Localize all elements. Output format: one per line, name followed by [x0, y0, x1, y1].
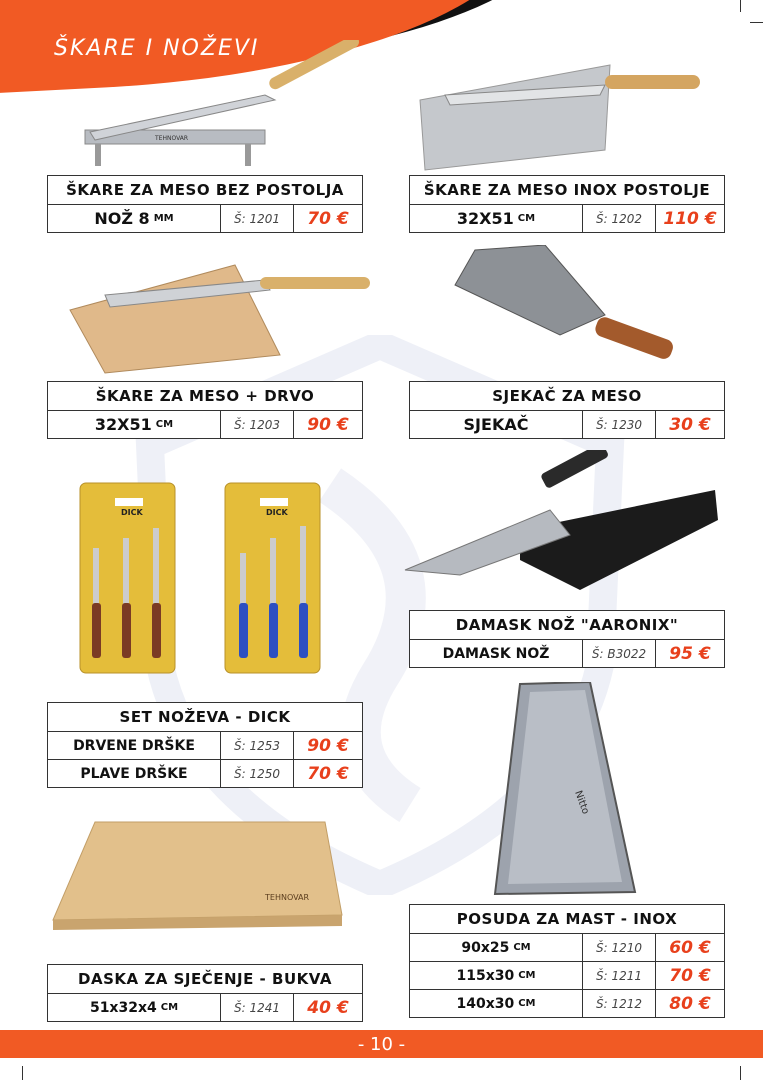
product-price: 30 €	[669, 414, 711, 435]
product-code: Š: 1202	[583, 205, 656, 232]
product-row	[410, 410, 724, 438]
product-price: 80 €	[669, 993, 711, 1014]
product-image-knife-sets	[75, 478, 335, 678]
product-image-cleaver	[450, 245, 680, 370]
product-price: 60 €	[669, 937, 711, 958]
product-price: 90 €	[307, 735, 349, 756]
brand-label: TEHNOVAR	[265, 893, 310, 902]
product-size: 32X51 CM	[48, 411, 221, 438]
product-code: Š: 1230	[583, 411, 656, 438]
product-code: Š: 1253	[221, 732, 294, 759]
product-title: DASKA ZA SJEČENJE - BUKVA	[78, 970, 332, 988]
product-row	[48, 993, 362, 1021]
product-price: 70 €	[307, 208, 349, 229]
product-image-cutting-board	[50, 820, 350, 930]
product-size: 140x30 CM	[410, 990, 583, 1017]
crop-mark	[740, 1066, 741, 1080]
product-table-slicer-inox	[409, 175, 725, 233]
brand-label: TEHNOVAR	[155, 135, 189, 142]
product-row	[410, 639, 724, 667]
crop-mark	[740, 0, 741, 12]
product-table-knife-set	[47, 702, 363, 788]
product-code: Š: 1212	[583, 990, 656, 1017]
product-row	[48, 410, 362, 438]
product-image-slicer-inox	[415, 55, 715, 175]
product-size: 32X51 CM	[410, 205, 583, 232]
product-price: 110 €	[663, 208, 717, 229]
product-table-cutting-board	[47, 964, 363, 1022]
product-price: 70 €	[669, 965, 711, 986]
product-row	[410, 933, 724, 961]
product-title: POSUDA ZA MAST - INOX	[456, 910, 678, 928]
crop-mark	[750, 22, 763, 23]
product-title: SET NOŽEVA - DICK	[119, 708, 291, 726]
product-row	[410, 961, 724, 989]
product-price: 40 €	[307, 997, 349, 1018]
product-image-damask-knife	[400, 450, 720, 605]
product-code: Š: 1241	[221, 994, 294, 1021]
product-size: SJEKAČ	[410, 411, 583, 438]
product-row	[48, 204, 362, 232]
product-size: 90x25 CM	[410, 934, 583, 961]
product-title: ŠKARE ZA MESO + DRVO	[95, 387, 315, 405]
product-image-slicer	[75, 40, 375, 170]
product-price: 95 €	[669, 643, 711, 664]
product-variant: DRVENE DRŠKE	[48, 732, 221, 759]
product-image-fat-tray	[490, 682, 640, 900]
product-size: NOŽ 8 MM	[48, 205, 221, 232]
product-variant: PLAVE DRŠKE	[48, 760, 221, 787]
page-number: - 10 -	[357, 1033, 406, 1055]
product-code: Š: 1201	[221, 205, 294, 232]
page-number-bar	[0, 1030, 763, 1058]
product-image-slicer-wood	[65, 255, 375, 375]
product-title: DAMASK NOŽ "AARONIX"	[455, 616, 679, 634]
product-table-damask	[409, 610, 725, 668]
product-code: Š: B3022	[583, 640, 656, 667]
brand-label: Nitto	[572, 789, 591, 816]
product-row	[410, 989, 724, 1017]
product-size: DAMASK NOŽ	[410, 640, 583, 667]
product-code: Š: 1210	[583, 934, 656, 961]
product-table-fat-tray	[409, 904, 725, 1018]
brand-label: DICK	[121, 508, 143, 517]
product-title: SJEKAČ ZA MESO	[492, 387, 642, 405]
product-title: ŠKARE ZA MESO INOX POSTOLJE	[423, 181, 711, 199]
product-row	[48, 759, 362, 787]
product-size: 115x30 CM	[410, 962, 583, 989]
product-row	[48, 731, 362, 759]
product-price: 90 €	[307, 414, 349, 435]
product-title: ŠKARE ZA MESO BEZ POSTOLJA	[66, 181, 344, 199]
product-table-cleaver	[409, 381, 725, 439]
product-code: Š: 1250	[221, 760, 294, 787]
crop-mark	[22, 1066, 23, 1080]
page-title: ŠKARE I NOŽEVI	[54, 36, 260, 61]
product-code: Š: 1203	[221, 411, 294, 438]
product-price: 70 €	[307, 763, 349, 784]
product-row	[410, 204, 724, 232]
product-code: Š: 1211	[583, 962, 656, 989]
product-table-slicer-wood	[47, 381, 363, 439]
brand-label: DICK	[266, 508, 288, 517]
product-size: 51x32x4 CM	[48, 994, 221, 1021]
product-table-slicer	[47, 175, 363, 233]
